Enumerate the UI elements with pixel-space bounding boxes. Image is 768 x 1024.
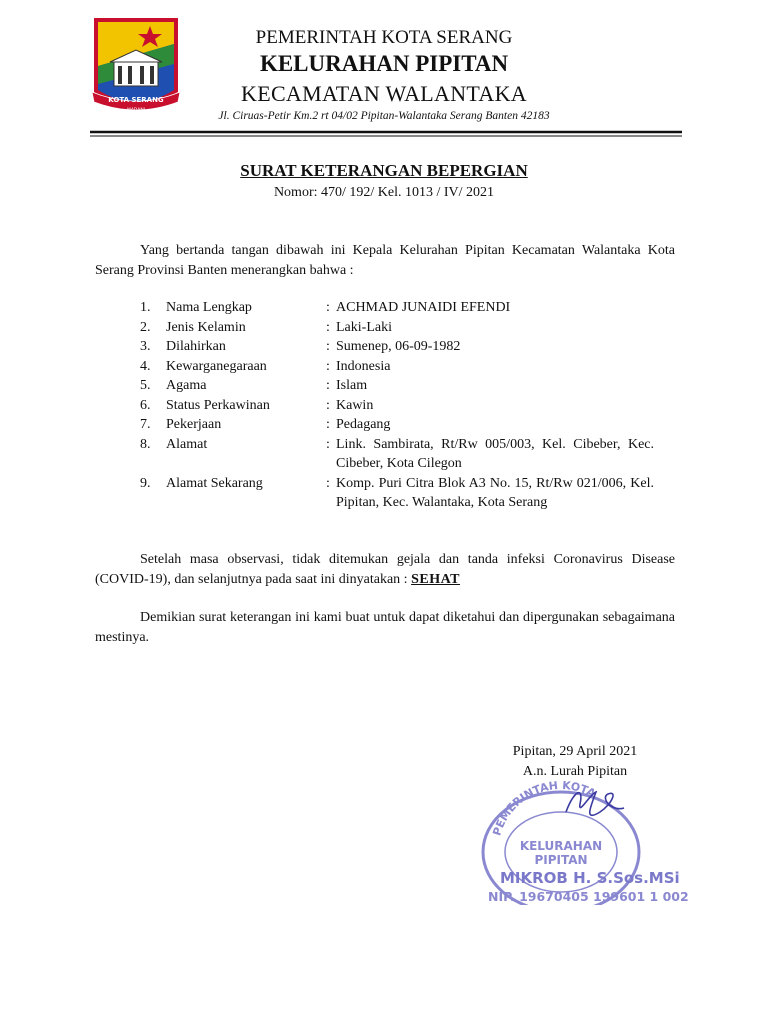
field-label: Kewarganegaraan — [166, 358, 267, 374]
field-number: 7. — [140, 417, 151, 432]
field-label: Alamat Sekarang — [166, 475, 263, 491]
field-label: Agama — [166, 378, 207, 393]
signatory-nip: NIP. 19670405 199601 1 002 — [488, 889, 689, 904]
field-number: 9. — [140, 475, 151, 491]
logo-text: KOTA SERANG — [108, 96, 164, 104]
field-value: Indonesia — [336, 358, 391, 374]
field-row: 9. Alamat Sekarang : Komp. Puri Citra Blok A3 No. 15, Rt/Rw 021/006, Kel. Pipitan, Kec. Walantaka, Kota Serang — [140, 474, 680, 513]
header-kelurahan: KELURAHAN PIPITAN — [259, 51, 509, 76]
signature-place-date: Pipitan, 29 April 2021 — [512, 744, 638, 759]
letter-title: SURAT KETERANGAN BEPERGIAN — [240, 161, 528, 180]
header-kecamatan: KECAMATAN WALANTAKA — [241, 81, 527, 106]
observation-text: Setelah masa observasi, tidak ditemukan gejala dan tanda infeksi Coronavirus Disease (COVID-19), dan selanjutnya pada saat ini dinyatakan : — [95, 552, 675, 587]
signature-on-behalf: A.n. Lurah Pipitan — [522, 764, 628, 779]
field-number: 6. — [140, 397, 151, 413]
field-number: 5. — [140, 378, 151, 393]
field-label: Alamat — [166, 436, 208, 452]
field-row: 3. Dilahirkan : Sumenep, 06-09-1982 — [140, 337, 680, 357]
field-label: Pekerjaan — [166, 417, 222, 432]
field-row: 1. Nama Lengkap : ACHMAD JUNAIDI EFENDI — [140, 298, 680, 318]
observation-paragraph — [95, 550, 675, 589]
field-number: 1. — [140, 300, 151, 315]
header-government: PEMERINTAH KOTA SERANG — [255, 27, 513, 48]
signatory-name: MIKROB H. S.Sos.MSi — [500, 869, 680, 887]
closing-paragraph: Demikian surat keterangan ini kami buat untuk dapat diketahui dan dipergunakan sebagaimana mestinya. — [95, 610, 675, 645]
field-row: 6. Status Perkawinan : Kawin — [140, 396, 680, 416]
field-value: Link. Sambirata, Rt/Rw 005/003, Kel. Cibeber, Kec. Cibeber, Kota Cilegon — [336, 436, 654, 471]
field-value: Pedagang — [336, 417, 391, 432]
field-value: Islam — [336, 378, 368, 393]
field-value: Laki-Laki — [336, 319, 392, 335]
stamp-pipitan: PIPITAN — [534, 853, 588, 867]
field-value: Kawin — [336, 397, 374, 413]
stamp-arc-text: PEMERINTAH KOTA — [490, 780, 598, 838]
header-divider — [90, 130, 682, 138]
field-row: 4. Kewarganegaraan : Indonesia — [140, 357, 680, 377]
field-row: 2. Jenis Kelamin : Laki-Laki — [140, 318, 680, 338]
letter-number: Nomor: 470/ 192/ Kel. 1013 / IV/ 2021 — [273, 185, 495, 200]
handwritten-signature — [560, 782, 630, 832]
intro-paragraph: Yang bertanda tangan dibawah ini Kepala Kelurahan Pipitan Kecamatan Walantaka Kota Serang Provinsi Banten menerangkan bahwa : — [95, 243, 675, 278]
field-row: 5. Agama : Islam — [140, 376, 680, 396]
field-label: Status Perkawinan — [166, 397, 270, 413]
field-label: Dilahirkan — [166, 339, 226, 354]
stamp-kelurahan: KELURAHAN — [519, 839, 603, 853]
field-number: 8. — [140, 436, 151, 452]
field-row: 7. Pekerjaan : Pedagang — [140, 415, 680, 435]
header-address: Jl. Ciruas-Petir Km.2 rt 04/02 Pipitan-Walantaka Serang Banten 42183 — [218, 110, 550, 122]
field-value: Komp. Puri Citra Blok A3 No. 15, Rt/Rw 021/006, Kel. Pipitan, Kec. Walantaka, Kota Serang — [336, 475, 654, 510]
field-value: Sumenep, 06-09-1982 — [336, 339, 461, 354]
field-row: 8. Alamat : Link. Sambirata, Rt/Rw 005/003, Kel. Cibeber, Kec. Cibeber, Kota Cilegon — [140, 435, 680, 474]
city-logo — [88, 14, 184, 118]
field-label: Nama Lengkap — [166, 300, 252, 315]
identity-fields — [140, 298, 680, 513]
field-number: 3. — [140, 339, 151, 354]
health-status: SEHAT — [411, 571, 461, 587]
field-number: 4. — [140, 358, 151, 374]
field-label: Jenis Kelamin — [166, 319, 246, 335]
field-value: ACHMAD JUNAIDI EFENDI — [336, 300, 511, 315]
field-number: 2. — [140, 319, 151, 335]
logo-motto: MADANI — [126, 108, 146, 113]
